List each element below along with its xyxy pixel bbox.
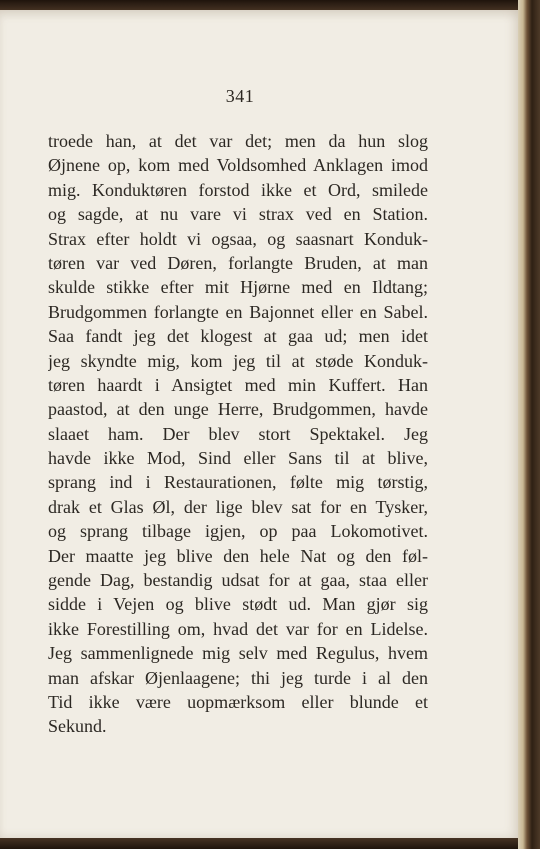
text-line: slaaet ham. Der blev stort Spektakel. Jeg [48, 423, 428, 444]
text-line: Sekund. [48, 716, 107, 737]
text-line: troede han, at det var det; men da hun slog [48, 131, 428, 151]
text-line: og sprang tilbage igjen, op paa Lokomotivet. [48, 521, 428, 542]
text-line: ikke Forestilling om, hvad det var for en Lidelse. [48, 618, 428, 639]
text-line: og sagde, at nu vare vi strax ved en Station. [48, 204, 428, 225]
scan-background-bottom [0, 837, 540, 849]
text-line: sprang ind i Restaurationen, følte mig tørstig, [48, 472, 428, 493]
text-line: jeg skyndte mig, kom jeg til at støde Konduk- [48, 350, 428, 371]
text-line: skulde stikke efter mit Hjørne med en Ildtang; [48, 277, 428, 298]
text-line: Tid ikke være uopmærksom eller blunde et [48, 691, 428, 712]
book-spine-edge [518, 0, 540, 849]
text-line: mig. Konduktøren forstod ikke et Ord, smilede [48, 179, 428, 200]
text-line: man afskar Øjenlaagene; thi jeg turde i al den [48, 667, 428, 688]
text-line: Der maatte jeg blive den hele Nat og den føl- [48, 545, 428, 566]
text-line: Strax efter holdt vi ogsaa, og saasnart Konduk- [48, 228, 428, 249]
body-text [48, 129, 428, 739]
text-line: sidde i Vejen og blive stødt ud. Man gjør sig [48, 594, 428, 615]
text-line: tøren var ved Døren, forlangte Bruden, at man [48, 252, 428, 273]
text-line: Brudgommen forlangte en Bajonnet eller en Sabel. [48, 301, 428, 322]
text-line: Øjnene op, kom med Voldsomhed Anklagen imod [48, 155, 428, 176]
text-line: Jeg sammenlignede mig selv med Regulus, hvem [48, 643, 428, 664]
page-number: 341 [225, 86, 255, 106]
text-line: tøren haardt i Ansigtet med min Kuffert. Han [48, 374, 428, 395]
text-line: Saa fandt jeg det klogest at gaa ud; men idet [48, 326, 428, 347]
text-line: havde ikke Mod, Sind eller Sans til at blive, [48, 448, 428, 469]
text-line: paastod, at den unge Herre, Brudgommen, havde [48, 399, 428, 420]
book-page [0, 10, 520, 838]
text-line: drak et Glas Øl, der lige blev sat for en Tysker, [48, 496, 428, 517]
text-line: gende Dag, bestandig udsat for at gaa, staa eller [48, 570, 428, 591]
